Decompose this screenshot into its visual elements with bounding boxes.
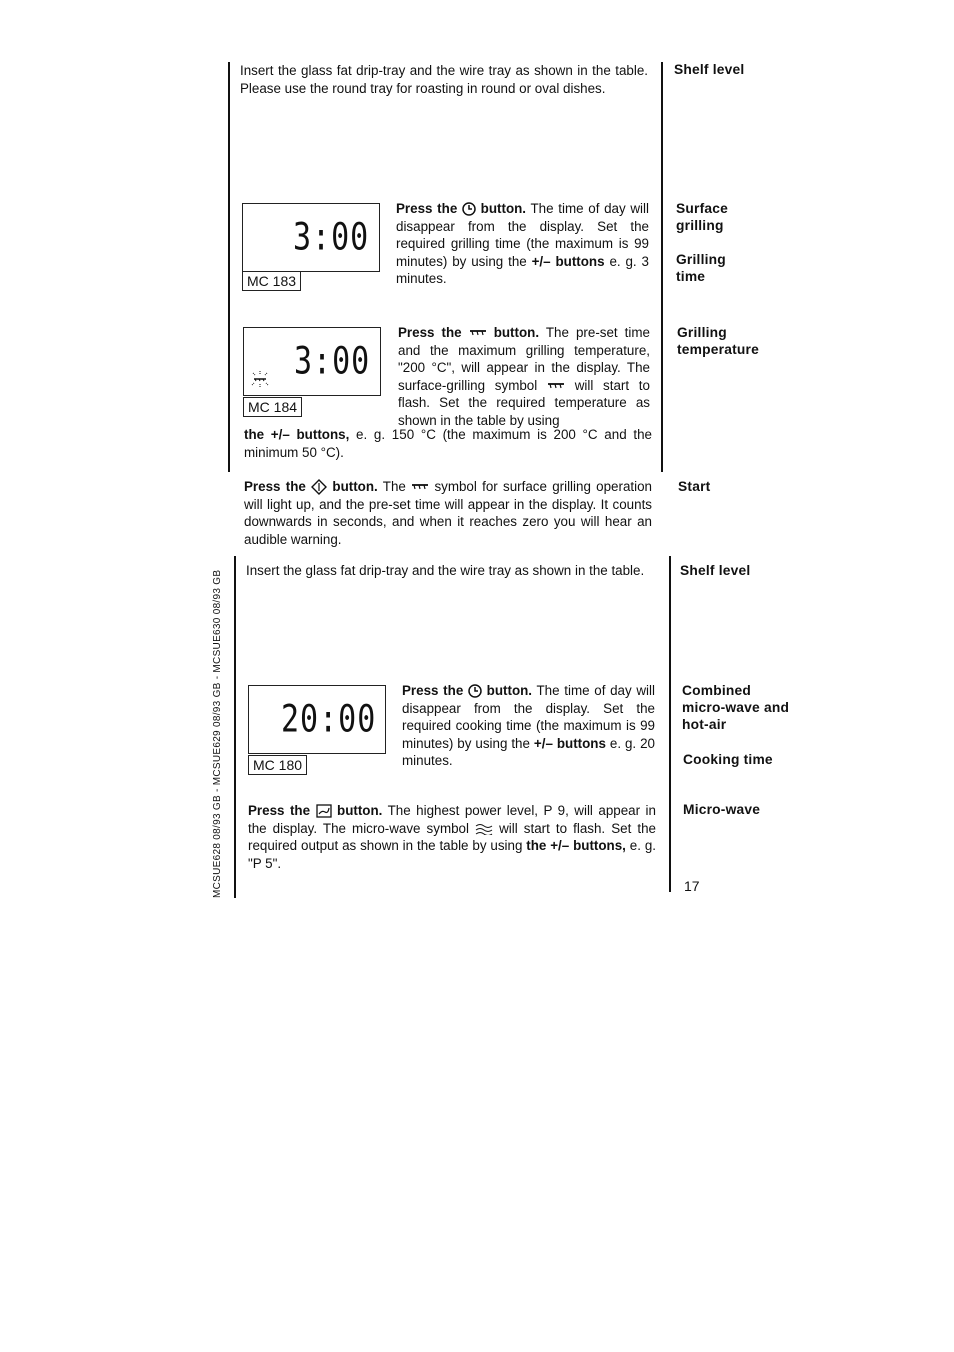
grill-icon — [547, 382, 565, 390]
display-digits: 20:00 — [281, 697, 377, 742]
intro-paragraph — [240, 62, 648, 97]
side-label-micro-wave: Micro-wave — [683, 802, 761, 817]
start-text-2: symbol for surface grilling operation will light up, and the pre-set time will appear in the display. It counts downwards in seconds, and when it reaches zero you will hear an audible warning. — [244, 479, 652, 547]
press-the: Press the — [396, 201, 458, 216]
right-rule-bottom — [669, 556, 671, 892]
grill-time-example: e. g. 3 minutes. — [396, 253, 649, 287]
plus-minus-buttons: +/– buttons — [533, 735, 606, 751]
button-word: button. — [493, 325, 540, 340]
press-the: Press the — [398, 325, 462, 340]
press-the: Press the — [402, 683, 464, 698]
side-label-shelf-level-2: Shelf level — [680, 563, 751, 578]
shelf-text-2: Insert the glass fat drip-tray and the wire tray as shown in the table. — [246, 563, 645, 578]
button-word: button. — [486, 683, 533, 698]
button-word: button. — [480, 201, 527, 216]
side-label-start: Start — [678, 479, 711, 494]
microwave-text: The highest power level, P 9, will appear in the display. The micro-wave symbol — [248, 803, 656, 836]
press-the: Press the — [244, 479, 306, 494]
start-diamond-icon — [311, 479, 327, 495]
side-label-grilling-temperature: Grilling temperature — [677, 325, 759, 357]
right-rule-top — [661, 62, 663, 472]
grill-temp-text-2: will start to flash. Set the required temperature as shown in the table by using — [398, 377, 650, 428]
grill-icon — [411, 483, 429, 491]
plus-minus-buttons: +/– buttons — [531, 253, 605, 269]
cooking-time-text: The time of day will disappear from the display. Set the required cooking time (the maximum is 99 minutes) by using the — [402, 683, 655, 751]
display-model-label: MC 184 — [243, 397, 302, 417]
microwave-button-icon — [316, 804, 332, 818]
microwave-example: e. g. "P 5". — [248, 838, 656, 871]
press-the: Press the — [248, 803, 311, 818]
display-digits: 3:00 — [294, 339, 371, 384]
grill-icon — [469, 329, 487, 337]
display-mc180 — [248, 685, 386, 754]
side-label-shelf-level: Shelf level — [674, 62, 745, 77]
side-label-surface-grilling: Surface grilling — [676, 201, 729, 233]
button-word: button. — [337, 803, 383, 818]
cooking-time-paragraph — [402, 682, 655, 770]
display-mc183 — [242, 203, 380, 272]
clock-icon — [462, 202, 476, 216]
plus-minus-buttons: the +/– buttons, — [526, 838, 626, 854]
left-rule-bottom — [234, 556, 236, 898]
side-label-grilling-time: Grilling time — [676, 252, 726, 284]
margin-code: MCSUE628 08/93 GB - MCSUE629 08/93 GB - MCSUE630 08/93 GB — [212, 569, 223, 898]
page-number: 17 — [684, 878, 700, 894]
grill-temp-paragraph — [398, 324, 650, 430]
side-label-cooking-time: Cooking time — [683, 752, 773, 767]
start-paragraph — [244, 478, 652, 548]
display-model-label: MC 183 — [242, 271, 301, 291]
button-word: button. — [332, 479, 378, 494]
intro-text: Insert the glass fat drip-tray and the wire tray as shown in the table. Please use the round tray for roasting in round or oval dishes. — [240, 63, 648, 96]
grill-flash-icon — [250, 370, 270, 388]
start-text: The — [382, 479, 406, 494]
cooking-time-example: e. g. 20 minutes. — [402, 735, 655, 769]
microwave-text-2: will start to flash. Set the required output as shown in the table by using — [248, 820, 656, 854]
grill-temp-paragraph-cont — [244, 426, 652, 461]
grill-time-paragraph — [396, 200, 649, 288]
plus-minus-buttons: the +/– buttons, — [244, 427, 350, 442]
grill-time-text: The time of day will disappear from the display. Set the required grilling time (the maximum is 99 minutes) by using the — [396, 201, 649, 269]
grill-temp-example: e. g. 150 °C (the maximum is 200 °C and the minimum 50 °C). — [244, 427, 652, 460]
left-rule-top — [228, 62, 230, 472]
display-mc184 — [243, 327, 381, 396]
side-label-combined: Combined micro-wave and hot-air — [682, 683, 790, 732]
microwave-waves-icon — [475, 823, 493, 835]
display-digits: 3:00 — [293, 215, 370, 260]
shelf-paragraph-2 — [246, 562, 654, 580]
clock-icon — [468, 684, 482, 698]
display-model-label: MC 180 — [248, 755, 307, 775]
grill-temp-text: The pre-set time and the maximum grilling temperature, "200 °C", will appear in the display. The surface-grilling symbol — [398, 325, 650, 393]
microwave-paragraph — [248, 802, 656, 872]
